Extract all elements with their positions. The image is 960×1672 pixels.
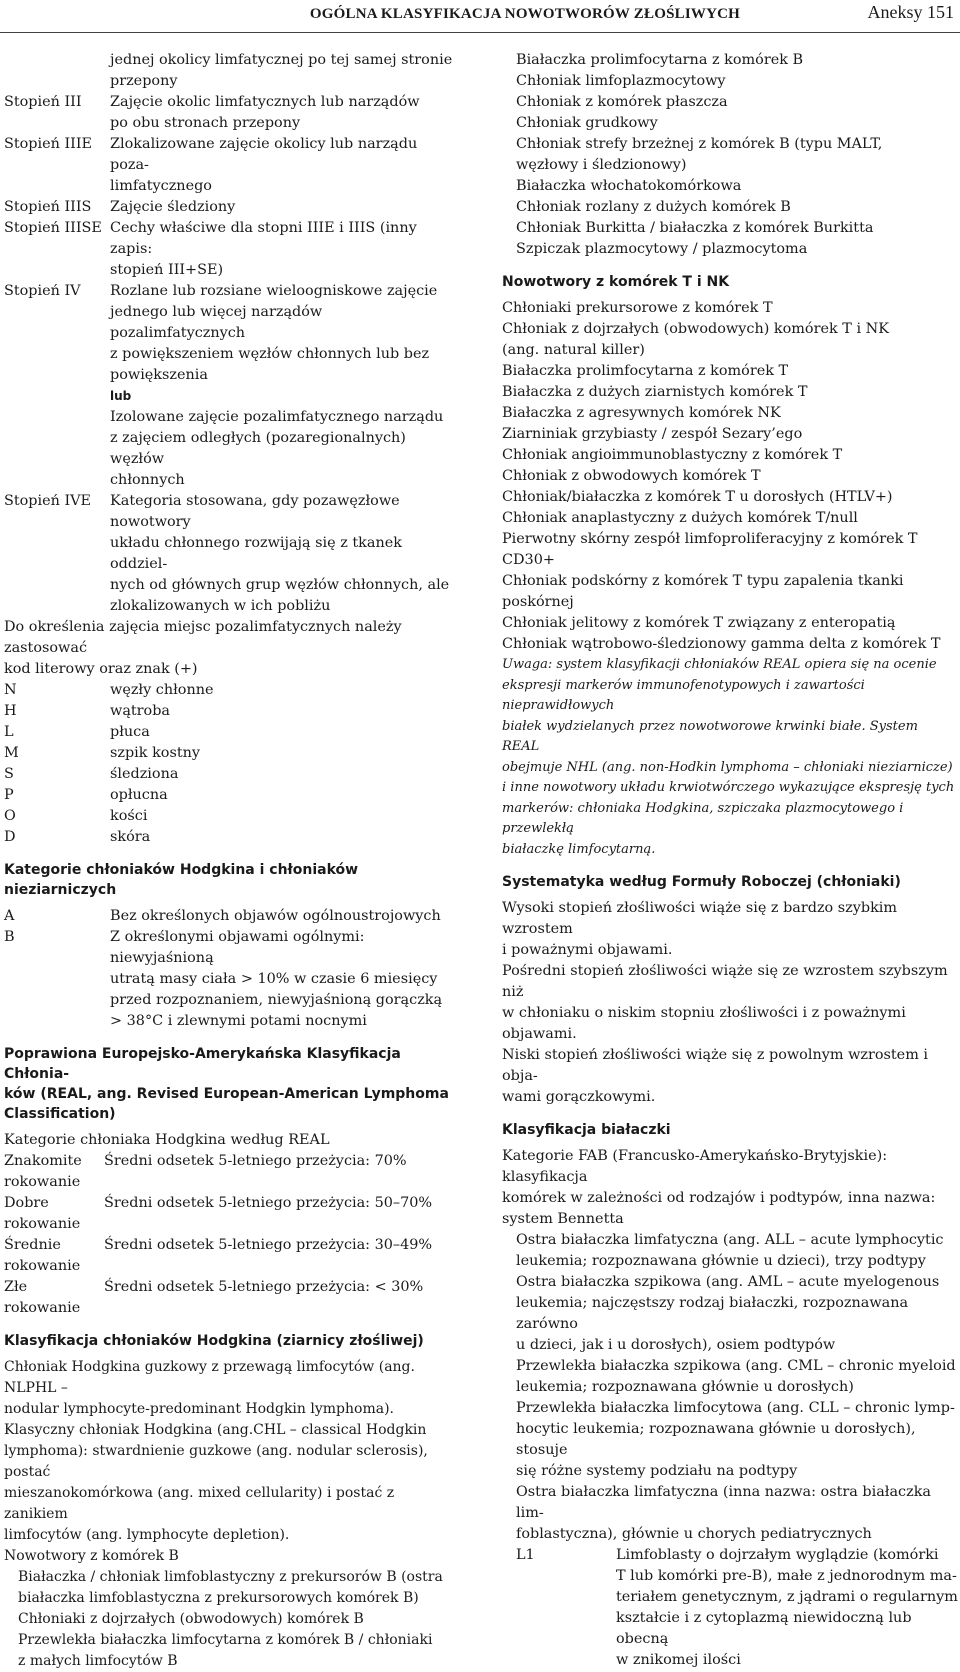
prognosis-row (4, 1193, 460, 1235)
stage-row-line: chłonnych (110, 472, 185, 488)
b-cell-list-line: Białaczka prolimfocytarna z komórek B (516, 52, 804, 68)
hodgkin-text-line: Chłoniak Hodgkina guzkowy z przewagą limfocytów (ang. NLPHL – (4, 1359, 415, 1396)
formula-text (502, 898, 958, 1108)
b-cell-item (4, 1630, 460, 1672)
right-column (502, 50, 958, 1671)
stage-row-line: Rozlane lub rozsiane wieloogniskowe zajęcie (110, 283, 438, 299)
site-code-row (4, 764, 460, 785)
t-nk-list-line: Chłoniak/białaczka z komórek T u dorosłych (HTLV+) (502, 489, 893, 505)
stage-row-value (110, 197, 460, 218)
site-code-row (4, 680, 460, 701)
real-intro: Kategorie chłoniaka Hodgkina według REAL (4, 1132, 330, 1148)
site-code-row (4, 743, 460, 764)
formula-text-line: Wysoki stopień złośliwości wiąże się z bardzo szybkim wzrostem (502, 900, 898, 937)
page-number: Aneksy 151 (867, 2, 954, 22)
stage-row-value (110, 92, 460, 134)
category-row-line: utratą masy ciała > 10% w czasie 6 miesięcy (110, 971, 438, 987)
site-code-row-value: węzły chłonne (110, 682, 214, 698)
b-cell-list (502, 50, 958, 260)
stage-row-line: Zlokalizowane zajęcie okolicy lub narządu poza- (110, 136, 418, 173)
stage-row (4, 491, 460, 617)
prognosis-value: Średni odsetek 5-letniego przeżycia: 70% (104, 1153, 407, 1169)
site-code-row-value: skóra (110, 829, 151, 845)
real-note-line: ekspresji markerów immunofenotypowych i zawartości nieprawidłowych (502, 677, 865, 713)
t-nk-list-line: Chłoniaki prekursorowe z komórek T (502, 300, 773, 316)
category-row-key: A (4, 908, 15, 924)
stage-row-value (110, 134, 460, 197)
real-note-line: markerów: chłoniaka Hodgkina, szpiczaka plazmocytowego i przewlekłą (502, 800, 904, 836)
b-cell-item-line: Białaczka / chłoniak limfoblastyczny z prekursorów B (ostra (18, 1569, 443, 1585)
t-nk-list (502, 298, 958, 655)
leukemia-item-line: Przewlekła białaczka limfocytowa (ang. CLL – chronic lymp- (516, 1400, 955, 1416)
site-code-row-key: M (4, 745, 19, 761)
b-cell-item-line: z małych limfocytów B (18, 1653, 178, 1669)
section-heading: Klasyfikacja chłoniaków Hodgkina (ziarnicy złośliwej) (4, 1333, 424, 1349)
prognosis-row (4, 1151, 460, 1193)
section-heading-line: ków (REAL, ang. Revised European-American Lymphoma (4, 1086, 449, 1102)
l1-line: teriałem genetycznym, z jądrami o regularnym (616, 1589, 958, 1605)
stage-row-line: z zajęciem odległych (pozaregionalnych) węzłów (110, 430, 406, 467)
prognosis-key-line: Średnie (4, 1237, 61, 1253)
site-code-row-key: S (4, 766, 14, 782)
stage-row-line: nych od głównych grup węzłów chłonnych, ale (110, 577, 450, 593)
site-code-row-key: H (4, 703, 17, 719)
real-note (502, 655, 958, 860)
left-column (4, 50, 460, 1672)
prognosis-key (4, 1151, 104, 1193)
stage-row-line: Kategoria stosowana, gdy pozawęzłowe nowotwory (110, 493, 400, 530)
or-connector: lub (110, 389, 132, 403)
stage-row-line: zlokalizowanych w ich pobliżu (110, 598, 331, 614)
page-header (0, 0, 960, 33)
stage-row-key (4, 50, 110, 92)
leukemia-item-line: leukemia; rozpoznawana głównie u dzieci), trzy podtypy (516, 1253, 926, 1269)
hodgkin-text (4, 1357, 460, 1567)
b-cell-list-line: Chłoniak grudkowy (516, 115, 658, 131)
leukemia-item-line: leukemia; rozpoznawana głównie u dorosłych) (516, 1379, 854, 1395)
section-heading: Nowotwory z komórek T i NK (502, 274, 730, 290)
t-nk-list-line: Ziarniniak grzybiasty / zespół Sezary’ego (502, 426, 803, 442)
leukemia-item (502, 1398, 958, 1482)
site-code-row (4, 827, 460, 848)
b-cell-list-line: Chłoniak z komórek płaszcza (516, 94, 728, 110)
formula-text-line: w chłoniaku o niskim stopniu złośliwości i z poważnymi objawami. (502, 1005, 906, 1042)
running-title: OGÓLNA KLASYFIKACJA NOWOTWORÓW ZŁOŚLIWYCH (309, 6, 740, 22)
t-nk-list-line: (ang. natural killer) (502, 342, 645, 358)
prognosis-key (4, 1235, 104, 1277)
site-code-row (4, 806, 460, 827)
hodgkin-text-line: Nowotwory z komórek B (4, 1548, 179, 1564)
stage-row-value (110, 281, 460, 491)
stage-row-line: Cechy właściwe dla stopni IIIE i IIIS (inny zapis: (110, 220, 417, 257)
prognosis-key-line: rokowanie (4, 1174, 81, 1190)
stage-row-value (110, 218, 460, 281)
t-nk-list-line: Pierwotny skórny zespół limfoproliferacyjny z komórek T CD30+ (502, 531, 918, 568)
stage-row-line: powiększenia (110, 367, 208, 383)
prognosis-key-line: rokowanie (4, 1216, 81, 1232)
leukemia-item (502, 1356, 958, 1398)
stage-row (4, 92, 460, 134)
leukemia-item-line: hocytic leukemia; rozpoznawana głównie u dorosłych), stosuje (516, 1421, 916, 1458)
leukemia-item-line: leukemia; najczęstszy rodzaj białaczki, rozpoznawana zarówno (516, 1295, 909, 1332)
site-code-row-value: płuca (110, 724, 150, 740)
stage-row-line: jednej okolicy limfatycznej po tej samej stronie (110, 52, 453, 68)
stage-row (4, 218, 460, 281)
t-nk-list-line: Chłoniak wątrobowo-śledzionowy gamma delta z komórek T (502, 636, 941, 652)
b-cell-item-line: Chłoniaki z dojrzałych (obwodowych) komórek B (18, 1611, 364, 1627)
stage-row (4, 281, 460, 491)
leukemia-intro-line: Kategorie FAB (Francusko-Amerykańsko-Brytyjskie): klasyfikacja (502, 1148, 888, 1185)
leukemia-item-line: Ostra białaczka limfatyczna (inna nazwa: ostra białaczka lim- (516, 1484, 931, 1521)
prognosis-value: Średni odsetek 5-letniego przeżycia: < 30% (104, 1279, 424, 1295)
t-nk-list-line: Białaczka z agresywnych komórek NK (502, 405, 781, 421)
b-cell-list-line: Chłoniak Burkitta / białaczka z komórek Burkitta (516, 220, 874, 236)
l1-row (502, 1545, 958, 1671)
leukemia-item (502, 1230, 958, 1272)
site-code-row-value: kości (110, 808, 148, 824)
stage-row-line: po obu stronach przepony (110, 115, 301, 131)
t-nk-list-line: Białaczka z dużych ziarnistych komórek T (502, 384, 808, 400)
hodgkin-text-line: lymphoma): stwardnienie guzkowe (ang. nodular sclerosis), postać (4, 1443, 428, 1480)
prognosis-row (4, 1277, 460, 1319)
leukemia-item-line: Ostra białaczka limfatyczna (ang. ALL – acute lymphocytic (516, 1232, 944, 1248)
l1-value (616, 1545, 958, 1671)
site-code-row-key: P (4, 787, 14, 803)
category-row-line: przed rozpoznaniem, niewyjaśnioną gorączką (110, 992, 443, 1008)
site-code-row (4, 785, 460, 806)
leukemia-intro-line: komórek w zależności od rodzajów i podtypów, inna nazwa: (502, 1190, 936, 1206)
stage-row-value (110, 491, 460, 617)
stage-row (4, 134, 460, 197)
real-note-line: obejmuje NHL (ang. non-Hodkin lymphoma – chłoniaki nieziarnicze) (502, 759, 953, 775)
category-row-key: B (4, 929, 15, 945)
site-code-row-key: O (4, 808, 16, 824)
section-heading: Kategorie chłoniaków Hodgkina i chłoniaków nieziarniczych (4, 862, 359, 898)
category-row-value (110, 906, 460, 927)
stage-row-line: przepony (110, 73, 178, 89)
leukemia-item-line: foblastyczna), głównie u chorych pediatrycznych (516, 1526, 872, 1542)
hodgkin-text-line: mieszanokomórkowa (ang. mixed cellularity) i postać z zanikiem (4, 1485, 395, 1522)
t-nk-list-line: Białaczka prolimfocytarna z komórek T (502, 363, 789, 379)
b-cell-list-line: Chłoniak limfoplazmocytowy (516, 73, 726, 89)
b-cell-item (4, 1609, 460, 1630)
site-code-row-key: D (4, 829, 16, 845)
l1-key: L1 (516, 1547, 535, 1563)
category-row (4, 906, 460, 927)
formula-text-line: wami gorączkowymi. (502, 1089, 656, 1105)
section-heading-line: Classification) (4, 1106, 116, 1122)
leukemia-item (502, 1482, 958, 1545)
section-heading-line: Poprawiona Europejsko-Amerykańska Klasyfikacja Chłonia- (4, 1046, 401, 1082)
t-nk-list-line: Chłoniak jelitowy z komórek T związany z enteropatią (502, 615, 896, 631)
stage-row-line: stopień III+SE) (110, 262, 224, 278)
section-heading (4, 1044, 460, 1124)
stage-row-key: Stopień IV (4, 283, 81, 299)
site-code-note-line: kod literowy oraz znak (+) (4, 661, 198, 677)
site-code-row (4, 722, 460, 743)
leukemia-item-line: się różne systemy podziału na podtypy (516, 1463, 798, 1479)
prognosis-key (4, 1277, 104, 1319)
site-code-row (4, 701, 460, 722)
t-nk-list-line: Chłoniak z obwodowych komórek T (502, 468, 761, 484)
leukemia-item-line: Przewlekła białaczka szpikowa (ang. CML – chronic myeloid (516, 1358, 956, 1374)
real-note-line: Uwaga: system klasyfikacji chłoniaków REAL opiera się na ocenie (502, 657, 937, 672)
prognosis-key-line: rokowanie (4, 1258, 81, 1274)
prognosis-key-line: Złe rokowanie (4, 1279, 81, 1316)
stage-row-key: Stopień III (4, 94, 82, 110)
formula-text-line: Niski stopień złośliwości wiąże się z powolnym wzrostem i obja- (502, 1047, 929, 1084)
l1-line: kształcie i z cytoplazmą niewidoczną lub obecną (616, 1610, 912, 1647)
b-cell-item-line: białaczka limfoblastyczna z prekursorowych komórek B) (18, 1590, 419, 1606)
t-nk-list-line: Chłoniak angioimmunoblastyczny z komórek T (502, 447, 843, 463)
section-heading: Klasyfikacja białaczki (502, 1122, 671, 1138)
site-code-row-key: N (4, 682, 17, 698)
site-code-row-value: szpik kostny (110, 745, 201, 761)
site-code-row-value: opłucna (110, 787, 168, 803)
prognosis-key-line: Znakomite (4, 1153, 82, 1169)
stage-row (4, 50, 460, 92)
hodgkin-text-line: Klasyczny chłoniak Hodgkina (ang.CHL – classical Hodgkin (4, 1422, 427, 1438)
b-cell-item-line: Przewlekła białaczka limfocytarna z komórek B / chłoniaki (18, 1632, 433, 1648)
stage-row-key: Stopień IIIS (4, 199, 92, 215)
leukemia-intro-line: system Bennetta (502, 1211, 624, 1227)
site-code-row-value: wątroba (110, 703, 171, 719)
site-code-note (4, 617, 460, 680)
stage-row-line: limfatycznego (110, 178, 212, 194)
real-note-line: białek wydzielanych przez nowotworowe krwinki białe. System REAL (502, 718, 918, 754)
prognosis-key-line: Dobre (4, 1195, 49, 1211)
category-row (4, 927, 460, 1032)
b-cell-item (4, 1567, 460, 1609)
leukemia-item-line: Ostra białaczka szpikowa (ang. AML – acute myelogenous (516, 1274, 940, 1290)
category-row-line: Bez określonych objawów ogólnoustrojowych (110, 908, 441, 924)
b-cell-list-line: Chłoniak strefy brzeżnej z komórek B (typu MALT, (516, 136, 883, 152)
b-cell-list-line: Chłoniak rozlany z dużych komórek B (516, 199, 791, 215)
l1-line: Limfoblasty o dojrzałym wyglądzie (komórki (616, 1547, 939, 1563)
stage-row-line: Izolowane zajęcie pozalimfatycznego narządu (110, 409, 444, 425)
stage-row-key: Stopień IIISE (4, 220, 102, 236)
stage-row-value (110, 50, 460, 92)
t-nk-list-line: Chłoniak anaplastyczny z dużych komórek T/null (502, 510, 858, 526)
real-note-line: i inne nowotwory układu krwiotwórczego wykazujące ekspresję tych (502, 780, 955, 795)
prognosis-value: Średni odsetek 5-letniego przeżycia: 30–49% (104, 1237, 433, 1253)
category-row-line: > 38°C i zlewnymi potami nocnymi (110, 1013, 367, 1029)
site-code-row-value: śledziona (110, 766, 179, 782)
stage-row-line: z powiększeniem węzłów chłonnych lub bez (110, 346, 430, 362)
formula-text-line: i poważnymi objawami. (502, 942, 673, 958)
section-heading: Systematyka według Formuły Roboczej (chłoniaki) (502, 874, 901, 890)
t-nk-list-line: Chłoniak podskórny z komórek T typu zapalenia tkanki poskórnej (502, 573, 904, 610)
stage-row (4, 197, 460, 218)
category-row-value (110, 927, 460, 1032)
stage-row-line: jednego lub więcej narządów pozalimfatycznych (110, 304, 323, 341)
b-cell-list-line: Szpiczak plazmocytowy / plazmocytoma (516, 241, 808, 257)
stage-row-line: Zajęcie śledziony (110, 199, 236, 215)
l1-line: T lub komórki pre-B), małe z jednorodnym ma- (616, 1568, 957, 1584)
real-note-line: białaczkę limfocytarną. (502, 841, 656, 857)
stage-row-key: Stopień IVE (4, 493, 92, 509)
hodgkin-text-line: limfocytów (ang. lymphocyte depletion). (4, 1527, 290, 1543)
leukemia-intro (502, 1146, 958, 1230)
stage-row-line: układu chłonnego rozwijają się z tkanek oddziel- (110, 535, 402, 572)
stage-row-key: Stopień IIIE (4, 136, 93, 152)
b-cell-list-line: węzłowy i śledzionowy) (516, 157, 687, 173)
leukemia-item-line: u dzieci, jak i u dorosłych), osiem podtypów (516, 1337, 836, 1353)
site-code-row-key: L (4, 724, 14, 740)
b-cell-list-line: Białaczka włochatokomórkowa (516, 178, 742, 194)
category-row-line: Z określonymi objawami ogólnymi: niewyjaśnioną (110, 929, 365, 966)
prognosis-value: Średni odsetek 5-letniego przeżycia: 50–70% (104, 1195, 433, 1211)
hodgkin-text-line: nodular lymphocyte-predominant Hodgkin lymphoma). (4, 1401, 394, 1417)
stage-row-line: Zajęcie okolic limfatycznych lub narządów (110, 94, 420, 110)
site-code-note-line: Do określenia zajęcia miejsc pozalimfatycznych należy zastosować (4, 619, 402, 656)
prognosis-row (4, 1235, 460, 1277)
t-nk-list-line: Chłoniak z dojrzałych (obwodowych) komórek T i NK (502, 321, 889, 337)
prognosis-key (4, 1193, 104, 1235)
l1-line: w znikomej ilości (616, 1652, 741, 1668)
formula-text-line: Pośredni stopień złośliwości wiąże się ze wzrostem szybszym niż (502, 963, 948, 1000)
leukemia-item (502, 1272, 958, 1356)
